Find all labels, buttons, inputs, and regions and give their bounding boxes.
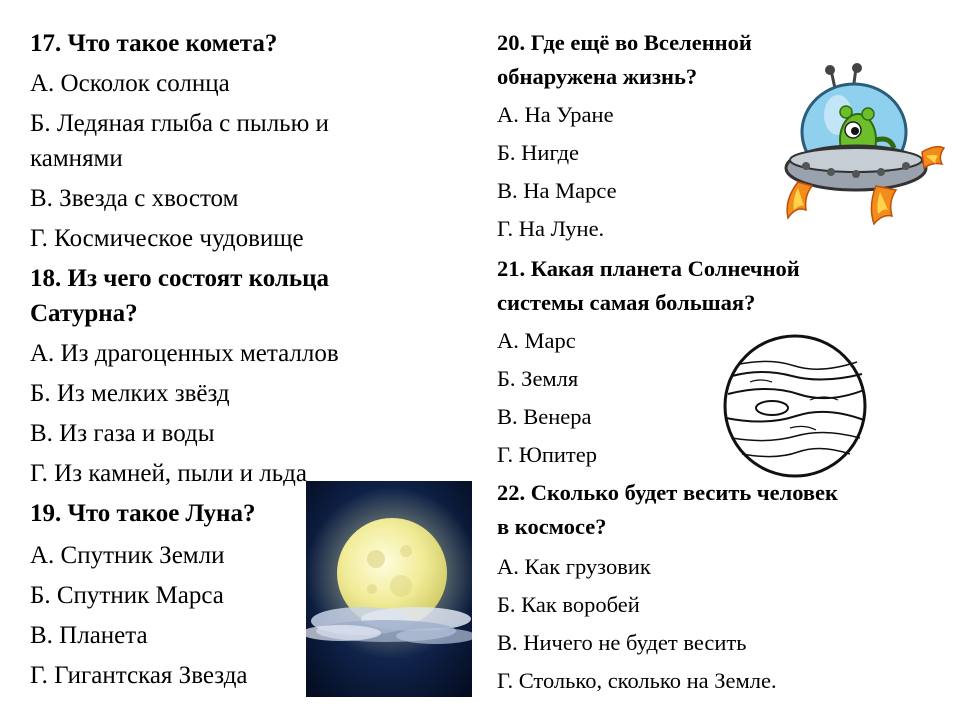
- answer-17-b: Б. Ледяная глыба с пылью и: [30, 110, 329, 137]
- answer-19-b: Б. Спутник Марса: [30, 582, 224, 609]
- answer-17-c: В. Звезда с хвостом: [30, 185, 239, 212]
- answer-21-b: Б. Земля: [497, 366, 579, 391]
- answer-17-b-cont: камнями: [30, 145, 123, 172]
- answer-18-c: В. Из газа и воды: [30, 420, 215, 447]
- answer-21-c: В. Венера: [497, 404, 592, 429]
- answer-21-d: Г. Юпитер: [497, 442, 597, 467]
- answer-22-d: Г. Столько, сколько на Земле.: [497, 668, 777, 693]
- question-17: 17. Что такое комета?: [30, 30, 278, 57]
- answer-22-a: А. Как грузовик: [497, 554, 651, 579]
- question-19: 19. Что такое Луна?: [30, 500, 256, 527]
- alien-ufo-image: [776, 60, 946, 228]
- answer-20-a: А. На Уране: [497, 102, 614, 127]
- answer-21-a: А. Марс: [497, 328, 576, 353]
- answer-20-d: Г. На Луне.: [497, 216, 605, 241]
- question-20: 20. Где ещё во Вселенной: [497, 30, 752, 55]
- answer-19-c: В. Планета: [30, 622, 148, 649]
- question-18-cont: Сатурна?: [30, 300, 138, 327]
- question-20-cont: обнаружена жизнь?: [497, 64, 698, 89]
- question-21: 21. Какая планета Солнечной: [497, 256, 800, 281]
- answer-18-b: Б. Из мелких звёзд: [30, 380, 230, 407]
- answer-18-d: Г. Из камней, пыли и льда: [30, 460, 307, 487]
- answer-17-d: Г. Космическое чудовище: [30, 225, 304, 252]
- question-22-cont: в космосе?: [497, 514, 607, 539]
- answer-17-a: А. Осколок солнца: [30, 70, 230, 97]
- jupiter-image: [720, 330, 870, 482]
- question-18: 18. Из чего состоят кольца: [30, 265, 330, 292]
- answer-22-b: Б. Как воробей: [497, 592, 640, 617]
- question-22: 22. Сколько будет весить человек: [497, 480, 838, 505]
- answer-19-d: Г. Гигантская Звезда: [30, 662, 248, 689]
- answer-20-c: В. На Марсе: [497, 178, 617, 203]
- answer-19-a: А. Спутник Земли: [30, 542, 225, 569]
- answer-20-b: Б. Нигде: [497, 140, 580, 165]
- answer-22-c: В. Ничего не будет весить: [497, 630, 747, 655]
- question-21-cont: системы самая большая?: [497, 290, 756, 315]
- moon-image: [306, 481, 472, 697]
- answer-18-a: А. Из драгоценных металлов: [30, 340, 339, 367]
